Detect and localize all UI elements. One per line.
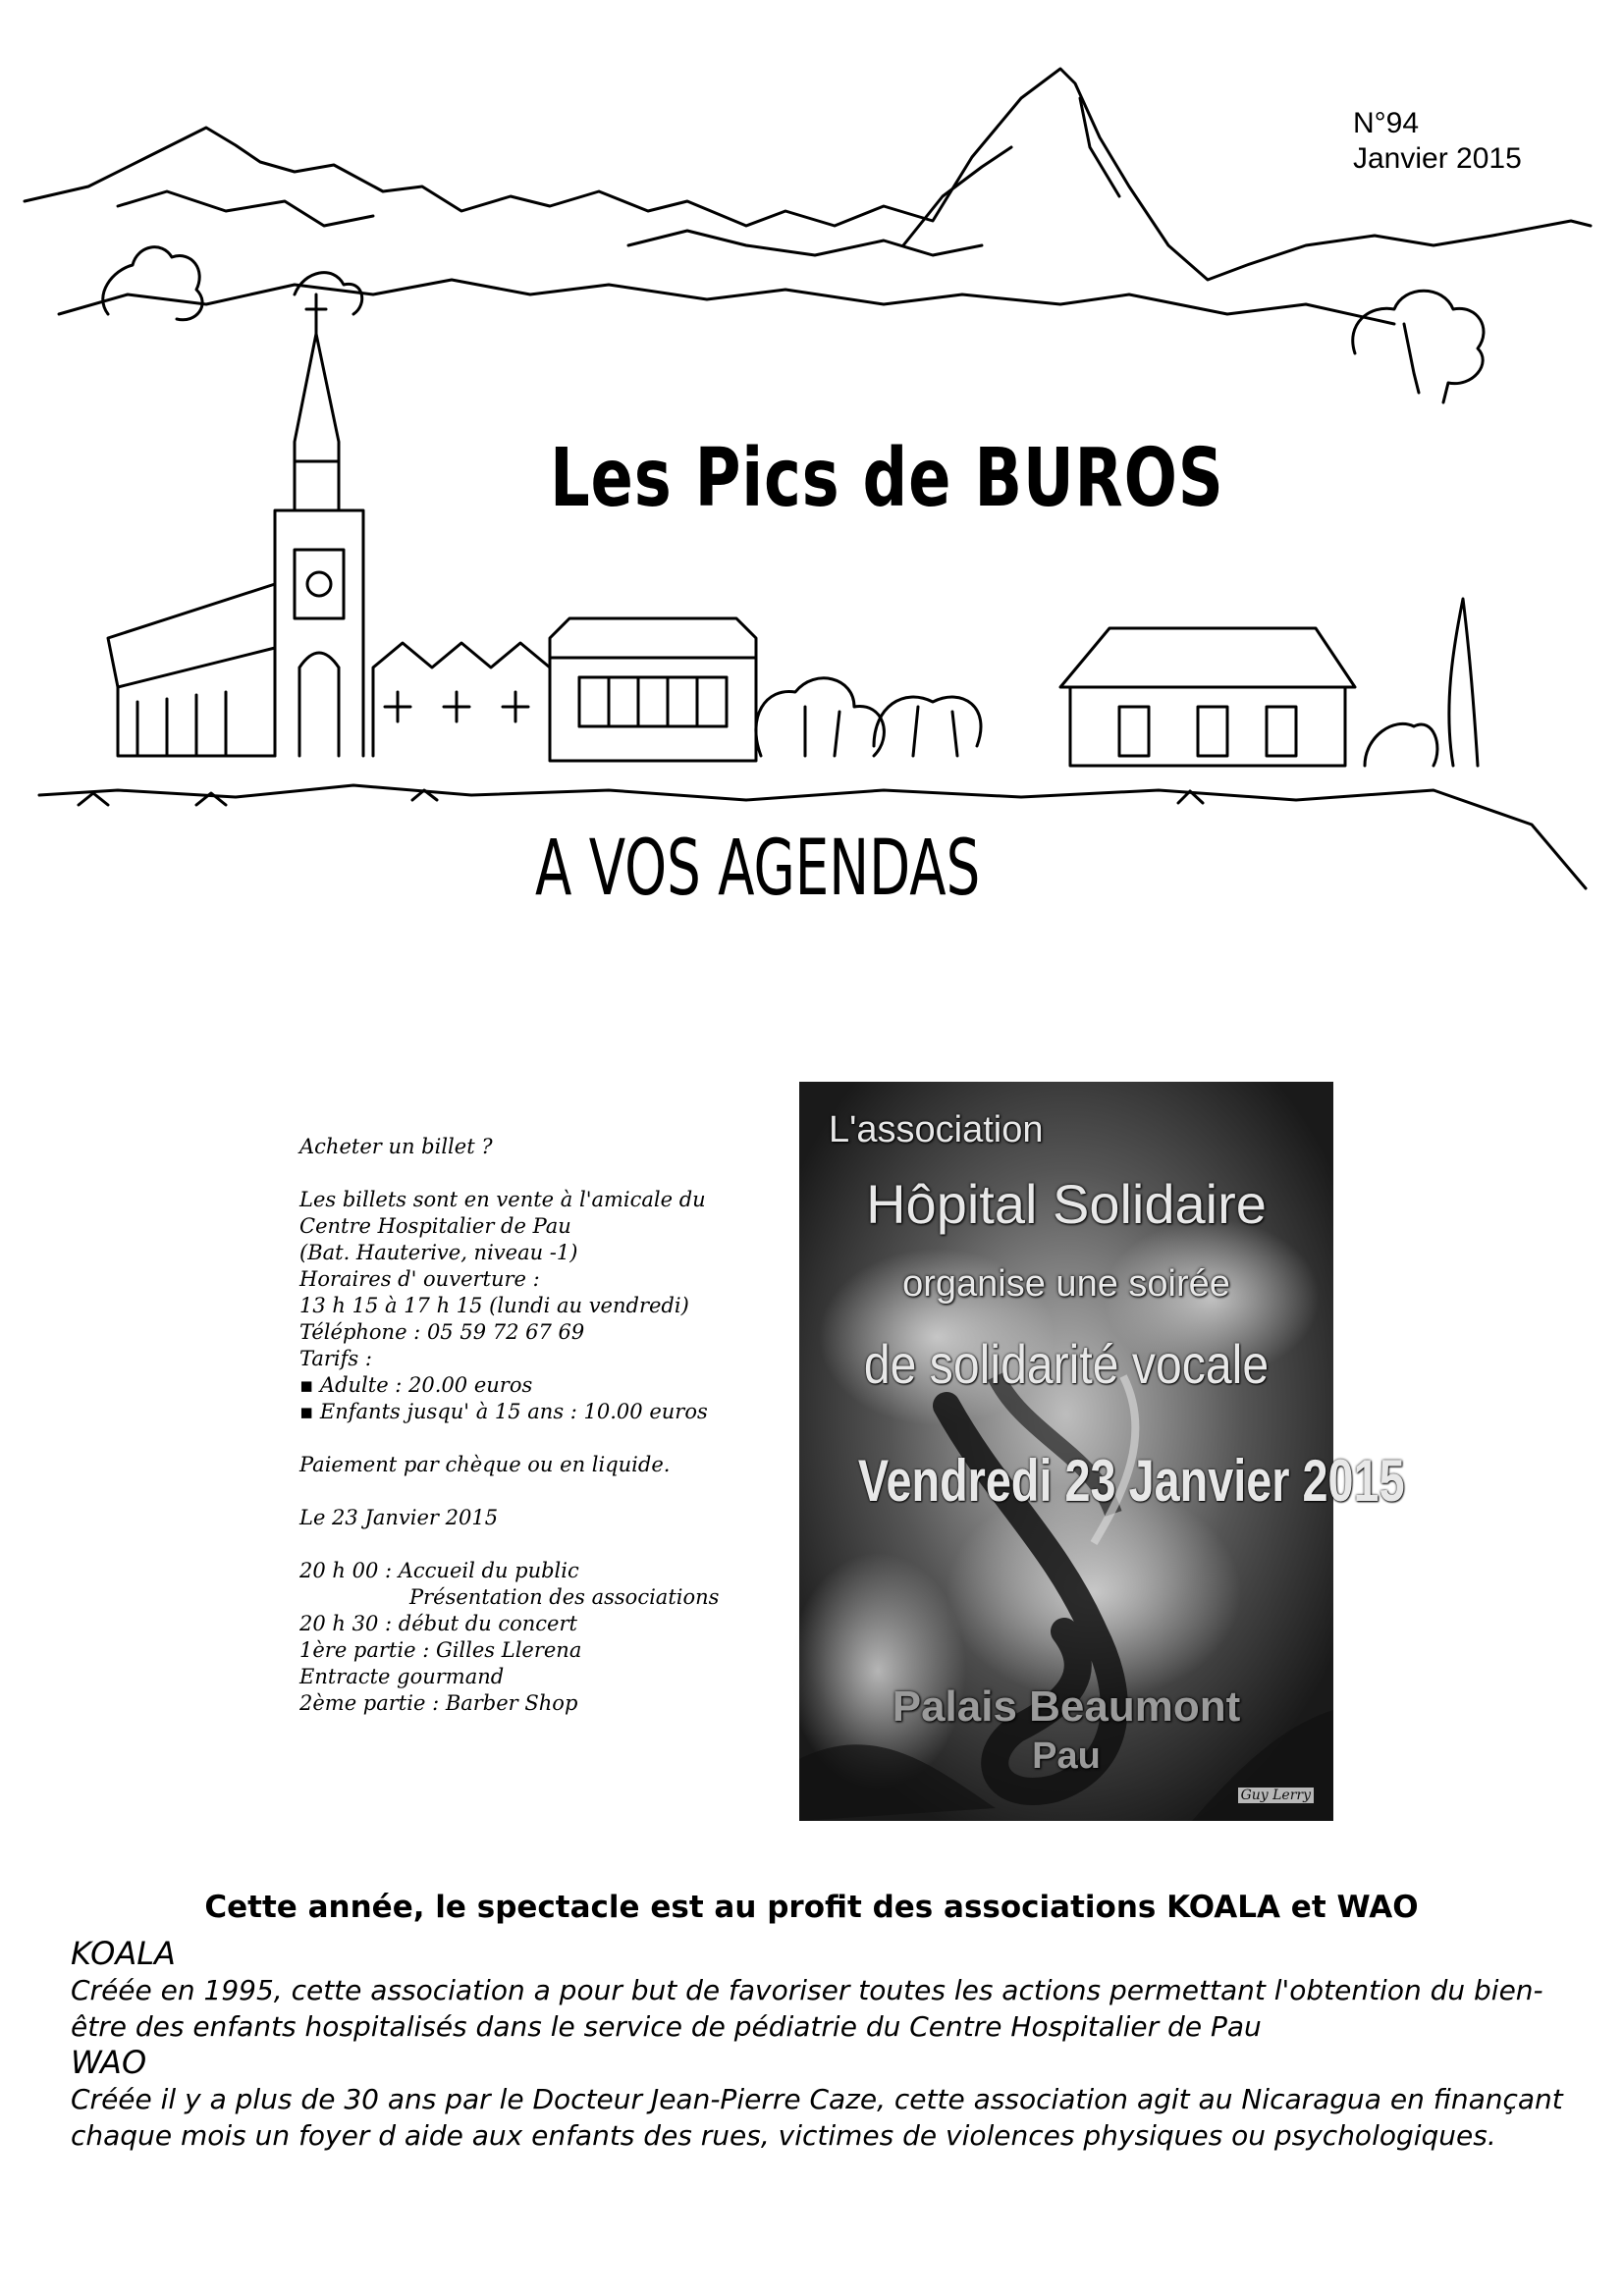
poster-line-city: Pau (1032, 1735, 1101, 1777)
event-date: Le 23 Janvier 2015 (299, 1506, 499, 1529)
schedule-line: 20 h 00 : Accueil du public (299, 1559, 579, 1582)
ticket-info-block (299, 1134, 810, 1717)
association-name: WAO (71, 2044, 147, 2081)
association-description: Créée en 1995, cette association a pour but de favoriser toutes les actions permettant l'obtention du bien-être des enfants hospitalisés dans le service de pédiatrie du Centre Hospitalier de Pau (71, 1974, 1543, 2043)
schedule-line: Présentation des associations (409, 1585, 720, 1609)
poster-line-organise: organise une soirée (902, 1263, 1230, 1305)
schedule-line: 20 h 30 : début du concert (299, 1612, 577, 1635)
sale-line: ▪ Enfants jusqu' à 15 ans : 10.00 euros (299, 1400, 708, 1423)
sale-line: (Bat. Hauterive, niveau -1) (299, 1241, 578, 1264)
schedule-line: 1ère partie : Gilles Llerena (299, 1638, 582, 1662)
schedule-line: Entracte gourmand (299, 1665, 505, 1688)
poster-line-theme: de solidarité vocale (863, 1333, 1270, 1395)
event-poster (799, 1082, 1405, 1821)
ticket-heading: Acheter un billet ? (299, 1135, 493, 1158)
poster-line-association: L'association (829, 1109, 1044, 1150)
newsletter-title: Les Pics de BUROS (550, 432, 1224, 525)
association-name: KOALA (71, 1935, 176, 1972)
sale-line: ▪ Adulte : 20.00 euros (299, 1373, 533, 1397)
issue-number: N°94 (1353, 107, 1420, 139)
sale-line: Horaires d' ouverture : (299, 1267, 540, 1291)
sale-line: Centre Hospitalier de Pau (299, 1214, 571, 1238)
associations-section (71, 1936, 1563, 2154)
poster-line-date: Vendredi 23 Janvier 2015 (857, 1448, 1405, 1514)
poster-signature: Guy Lerry (1238, 1788, 1314, 1803)
poster-line-venue: Palais Beaumont (892, 1682, 1241, 1731)
payment-line: Paiement par chèque ou en liquide. (299, 1453, 671, 1476)
issue-date: Janvier 2015 (1353, 142, 1522, 175)
schedule-line: 2ème partie : Barber Shop (299, 1691, 578, 1715)
sale-line: Téléphone : 05 59 72 67 69 (299, 1320, 585, 1344)
sale-line: 13 h 15 à 17 h 15 (lundi au vendredi) (299, 1294, 689, 1317)
association-description: Créée il y a plus de 30 ans par le Docteur Jean-Pierre Caze, cette association agit au Nicaragua en finançant chaque mois un foyer d aide aux enfants des rues, victimes de violences physiques ou psychologiques. (71, 2083, 1563, 2152)
benefit-heading: Cette année, le spectacle est au profit des associations KOALA et WAO (204, 1890, 1419, 1925)
sale-line: Les billets sont en vente à l'amicale du (299, 1188, 706, 1211)
issue-info (1353, 106, 1522, 177)
section-title: A VOS AGENDAS (535, 825, 981, 913)
poster-line-org-name: Hôpital Solidaire (866, 1173, 1267, 1235)
sale-line: Tarifs : (299, 1347, 372, 1370)
